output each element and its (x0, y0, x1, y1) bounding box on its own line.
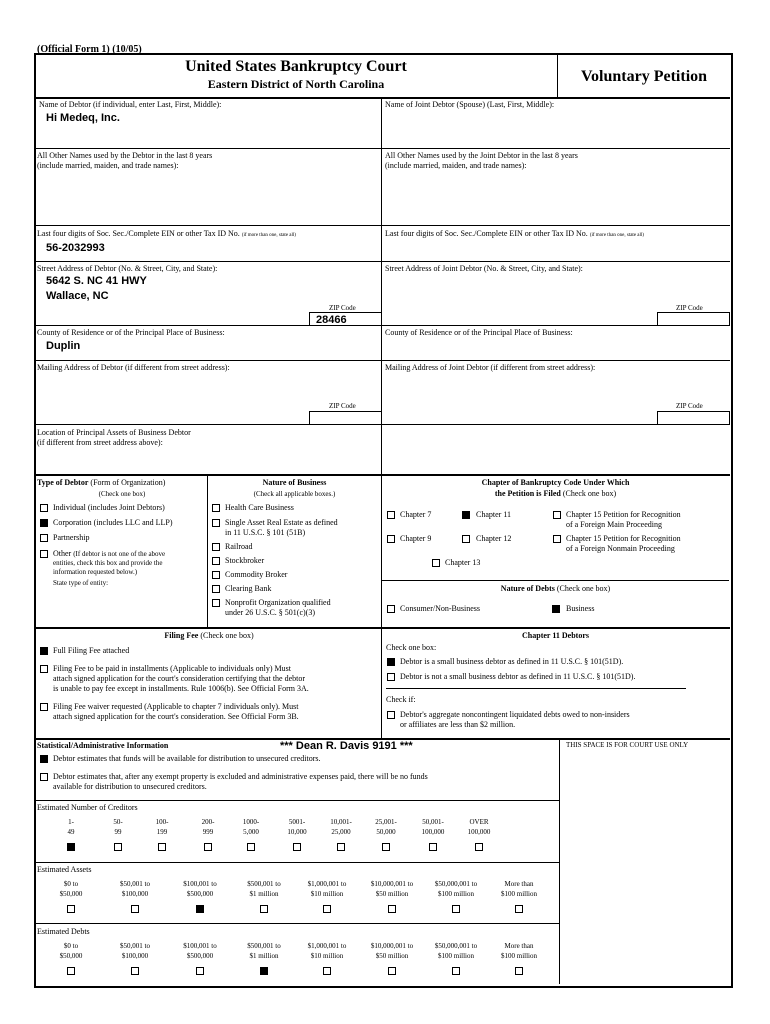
debts-checkbox[interactable] (515, 967, 523, 975)
partnership-checkbox[interactable] (40, 534, 48, 542)
chapter11-debtors-title: Chapter 11 Debtors (522, 631, 589, 640)
debts-title: Estimated Debts (37, 927, 90, 936)
assets-range-end: $10 million (310, 890, 344, 898)
assets-checkbox[interactable] (323, 905, 331, 913)
assets-range-start: $50,001 to (120, 880, 150, 888)
assets-range-end: $1 million (249, 890, 279, 898)
assets-range-start: $10,000,001 to (370, 880, 414, 888)
tax-value[interactable]: 56-2032993 (46, 242, 105, 254)
mailing-zip-label: ZIP Code (329, 402, 356, 410)
creditors-range-end: 5,000 (243, 828, 259, 836)
creditors-checkbox[interactable] (204, 843, 212, 851)
waiver-label-1: Filing Fee waiver requested (Applicable to chapter 7 individuals only). Must (53, 702, 299, 711)
joint-zip-label: ZIP Code (676, 304, 703, 312)
debts-checkbox[interactable] (388, 967, 396, 975)
tax-label: Last four digits of Soc. Sec./Complete EIN or other Tax ID No. (if more than one, state all) (37, 229, 296, 238)
individual-label: Individual (includes Joint Debtors) (53, 503, 165, 512)
commodity-label: Commodity Broker (225, 570, 288, 579)
health-care-checkbox[interactable] (212, 504, 220, 512)
partnership-label: Partnership (53, 533, 90, 542)
railroad-checkbox[interactable] (212, 543, 220, 551)
court-use-label: THIS SPACE IS FOR COURT USE ONLY (566, 741, 689, 749)
chapter7-label: Chapter 7 (400, 510, 432, 519)
joint-name-label: Name of Joint Debtor (Spouse) (Last, First, Middle): (385, 100, 555, 109)
small-business-checkbox[interactable] (387, 658, 395, 666)
creditors-checkbox[interactable] (293, 843, 301, 851)
creditors-range-end: 49 (67, 828, 75, 836)
other-checkbox[interactable] (40, 550, 48, 558)
joint-tax-label: Last four digits of Soc. Sec./Complete EIN or other Tax ID No. (if more than one, state all) (385, 229, 644, 238)
chapter15-nonmain-label-2: of a Foreign Nonmain Proceeding (566, 544, 675, 553)
other-names-label-2: (include married, maiden, and trade names): (37, 161, 179, 170)
individual-checkbox[interactable] (40, 504, 48, 512)
nonprofit-checkbox[interactable] (212, 599, 220, 607)
creditors-checkbox[interactable] (67, 843, 75, 851)
creditors-range-end: 100,000 (467, 828, 491, 836)
consumer-checkbox[interactable] (387, 605, 395, 613)
aggregate-label-1: Debtor's aggregate noncontingent liquidated debts owed to non-insiders (400, 710, 630, 719)
debts-checkbox[interactable] (260, 967, 268, 975)
creditors-checkbox[interactable] (158, 843, 166, 851)
chapter9-checkbox[interactable] (387, 535, 395, 543)
creditors-checkbox[interactable] (429, 843, 437, 851)
joint-zip-box (657, 312, 730, 326)
joint-mailing-zip-label: ZIP Code (676, 402, 703, 410)
location-label-1: Location of Principal Assets of Business Debtor (37, 428, 191, 437)
street-value-1[interactable]: 5642 S. NC 41 HWY (46, 275, 147, 287)
zip-value[interactable]: 28466 (316, 314, 347, 326)
county-value[interactable]: Duplin (46, 340, 81, 352)
other-note-3: information requested below.) (53, 568, 138, 576)
chapter-title-1: Chapter of Bankruptcy Code Under Which (481, 478, 630, 487)
creditors-range-start: 100- (155, 818, 169, 826)
not-small-business-checkbox[interactable] (387, 673, 395, 681)
creditors-range-end: 25,000 (331, 828, 351, 836)
nature-debts-title: Nature of Debts (Check one box) (500, 584, 611, 593)
debts-range-end: $100 million (501, 952, 537, 960)
zip-label: ZIP Code (329, 304, 356, 312)
aggregate-label-2: or affiliates are less than $2 million. (400, 720, 516, 729)
chapter13-checkbox[interactable] (432, 559, 440, 567)
creditors-checkbox[interactable] (337, 843, 345, 851)
stockbroker-checkbox[interactable] (212, 557, 220, 565)
joint-other-names-label-1: All Other Names used by the Joint Debtor in the last 8 years (385, 151, 578, 160)
nature-business-title: Nature of Business (262, 478, 327, 487)
assets-checkbox[interactable] (67, 905, 75, 913)
assets-range-end: $100,000 (121, 890, 149, 898)
assets-range-start: $1,000,001 to (307, 880, 347, 888)
joint-county-label: County of Residence or of the Principal Place of Business: (385, 328, 573, 337)
single-asset-label-2: in 11 U.S.C. § 101 (51B) (225, 528, 306, 537)
creditors-range-start: 200- (201, 818, 215, 826)
assets-range-end: $50,000 (59, 890, 83, 898)
county-label: County of Residence or of the Principal Place of Business: (37, 328, 225, 337)
clearing-label: Clearing Bank (225, 584, 272, 593)
installments-label-2: attach signed application for the court's consideration certifying that the debtor (53, 674, 306, 683)
assets-range-start: $50,000,001 to (434, 880, 478, 888)
chapter12-label: Chapter 12 (476, 534, 512, 543)
clearing-checkbox[interactable] (212, 585, 220, 593)
creditors-range-start: 50,001- (422, 818, 444, 826)
form-id: (Official Form 1) (10/05) (37, 44, 142, 55)
debts-range-start: $100,001 to (183, 942, 217, 950)
mailing-zip-box (309, 411, 382, 425)
creditors-range-start: 10,001- (330, 818, 352, 826)
state-type-label: State type of entity: (53, 579, 109, 587)
chapter12-checkbox[interactable] (462, 535, 470, 543)
debts-range-end: $50,000 (59, 952, 83, 960)
joint-street-label: Street Address of Joint Debtor (No. & Street, City, and State): (385, 264, 583, 273)
debts-range-start: $10,000,001 to (370, 942, 414, 950)
creditors-range-end: 99 (114, 828, 122, 836)
chapter15-main-label-2: of a Foreign Main Proceeding (566, 520, 662, 529)
chapter9-label: Chapter 9 (400, 534, 432, 543)
waiver-checkbox[interactable] (40, 703, 48, 711)
type-debtor-title: Type of Debtor (Form of Organization) (37, 478, 166, 487)
business-checkbox[interactable] (552, 605, 560, 613)
waiver-label-2: attach signed application for the court's consideration. See Official Form 3B. (53, 712, 299, 721)
creditors-range-end: 100,000 (421, 828, 445, 836)
debtor-name-label: Name of Debtor (if individual, enter Last, First, Middle): (39, 100, 222, 109)
assets-range-end: $100 million (501, 890, 537, 898)
debts-range-end: $100 million (438, 952, 474, 960)
creditors-range-start: OVER (469, 818, 489, 826)
consumer-label: Consumer/Non-Business (400, 604, 480, 613)
debts-checkbox[interactable] (196, 967, 204, 975)
creditors-range-end: 50,000 (376, 828, 396, 836)
debts-range-start: More than (504, 942, 534, 950)
statistical-title: Statistical/Administrative Information (37, 741, 169, 750)
district-title: Eastern District of North Carolina (207, 77, 385, 91)
debts-range-start: $0 to (63, 942, 79, 950)
check-one-label: Check one box: (386, 643, 437, 652)
assets-checkbox[interactable] (515, 905, 523, 913)
commodity-checkbox[interactable] (212, 571, 220, 579)
assets-checkbox[interactable] (131, 905, 139, 913)
assets-range-start: $500,001 to (247, 880, 281, 888)
chapter15-main-checkbox[interactable] (553, 511, 561, 519)
street-value-2[interactable]: Wallace, NC (46, 290, 109, 302)
single-asset-label-1: Single Asset Real Estate as defined (225, 518, 338, 527)
creditors-range-end: 10,000 (287, 828, 307, 836)
debts-checkbox[interactable] (323, 967, 331, 975)
check-if-label: Check if: (386, 695, 416, 704)
no-funds-label-1: Debtor estimates that, after any exempt property is excluded and administrative expenses paid, there will be no funds (53, 772, 428, 781)
railroad-label: Railroad (225, 542, 253, 551)
creditors-range-start: 1000- (242, 818, 260, 826)
debts-range-end: $500,000 (186, 952, 214, 960)
assets-checkbox[interactable] (388, 905, 396, 913)
corporation-label: Corporation (includes LLC and LLP) (53, 518, 173, 527)
chapter11-checkbox[interactable] (462, 511, 470, 519)
joint-other-names-label-2: (include married, maiden, and trade names): (385, 161, 527, 170)
mailing-label: Mailing Address of Debtor (if different from street address): (37, 363, 230, 372)
assets-checkbox[interactable] (260, 905, 268, 913)
assets-range-start: $0 to (63, 880, 79, 888)
creditors-range-start: 5001- (288, 818, 306, 826)
creditors-range-end: 199 (156, 828, 168, 836)
assets-range-start: More than (504, 880, 534, 888)
debts-range-end: $50 million (375, 952, 409, 960)
type-debtor-subtitle: (Check one box) (98, 490, 146, 498)
debts-range-start: $50,001 to (120, 942, 150, 950)
petition-title: Voluntary Petition (580, 68, 708, 85)
creditors-range-end: 999 (202, 828, 214, 836)
joint-mailing-zip-box (657, 411, 730, 425)
chapter15-main-label-1: Chapter 15 Petition for Recognition (566, 510, 681, 519)
full-fee-checkbox[interactable] (40, 647, 48, 655)
assets-range-end: $50 million (375, 890, 409, 898)
assets-range-start: $100,001 to (183, 880, 217, 888)
chapter15-nonmain-label-1: Chapter 15 Petition for Recognition (566, 534, 681, 543)
stockbroker-label: Stockbroker (225, 556, 265, 565)
creditors-checkbox[interactable] (475, 843, 483, 851)
aggregate-checkbox[interactable] (387, 711, 395, 719)
debts-range-end: $100,000 (121, 952, 149, 960)
funds-checkbox[interactable] (40, 755, 48, 763)
creditors-checkbox[interactable] (114, 843, 122, 851)
no-funds-checkbox[interactable] (40, 773, 48, 781)
debts-range-start: $500,001 to (247, 942, 281, 950)
assets-title: Estimated Assets (37, 865, 92, 874)
chapter13-label: Chapter 13 (445, 558, 481, 567)
attorney-note: *** Dean R. Davis 9191 *** (280, 740, 413, 752)
joint-mailing-label: Mailing Address of Joint Debtor (if different from street address): (385, 363, 596, 372)
assets-checkbox[interactable] (196, 905, 204, 913)
chapter11-label: Chapter 11 (476, 510, 512, 519)
debts-checkbox[interactable] (67, 967, 75, 975)
funds-label: Debtor estimates that funds will be available for distribution to unsecured creditors. (53, 754, 321, 763)
debts-range-end: $10 million (310, 952, 344, 960)
health-care-label: Health Care Business (225, 503, 294, 512)
creditors-checkbox[interactable] (382, 843, 390, 851)
installments-checkbox[interactable] (40, 665, 48, 673)
no-funds-label-2: available for distribution to unsecured creditors. (53, 782, 207, 791)
debts-checkbox[interactable] (452, 967, 460, 975)
assets-range-end: $100 million (438, 890, 474, 898)
chapter-title-2: the Petition is Filed (Check one box) (494, 489, 617, 498)
debts-range-start: $50,000,001 to (434, 942, 478, 950)
assets-range-end: $500,000 (186, 890, 214, 898)
installments-label-1: Filing Fee to be paid in installments (Applicable to individuals only) Must (53, 664, 291, 673)
creditors-range-start: 25,001- (375, 818, 397, 826)
not-small-business-label: Debtor is not a small business debtor as defined in 11 U.S.C. § 101(51D). (400, 672, 636, 681)
debtor-name-value[interactable]: Hi Medeq, Inc. (46, 112, 120, 124)
other-names-label-1: All Other Names used by the Debtor in the last 8 years (37, 151, 213, 160)
chapter15-nonmain-checkbox[interactable] (553, 535, 561, 543)
debts-range-end: $1 million (249, 952, 279, 960)
creditors-range-start: 50- (113, 818, 123, 826)
filing-fee-title: Filing Fee (Check one box) (164, 631, 254, 640)
location-label-2: (if different from street address above): (37, 438, 163, 447)
single-asset-checkbox[interactable] (212, 519, 220, 527)
business-label: Business (566, 604, 595, 613)
chapter7-checkbox[interactable] (387, 511, 395, 519)
street-label: Street Address of Debtor (No. & Street, City, and State): (37, 264, 218, 273)
debts-range-start: $1,000,001 to (307, 942, 347, 950)
creditors-range-start: 1- (68, 818, 74, 826)
other-label: Other (If debtor is not one of the above (53, 549, 166, 558)
nonprofit-label-1: Nonprofit Organization qualified (225, 598, 331, 607)
other-note-2: entities, check this box and provide the (53, 559, 163, 567)
small-business-label: Debtor is a small business debtor as defined in 11 U.S.C. § 101(51D). (400, 657, 624, 666)
assets-checkbox[interactable] (452, 905, 460, 913)
nature-business-subtitle: (Check all applicable boxes.) (253, 490, 336, 498)
debts-checkbox[interactable] (131, 967, 139, 975)
installments-label-3: is unable to pay fee except in installments. Rule 1006(b). See Official Form 3A. (53, 684, 309, 693)
corporation-checkbox[interactable] (40, 519, 48, 527)
full-fee-label: Full Filing Fee attached (53, 646, 130, 655)
court-title: United States Bankruptcy Court (185, 58, 407, 75)
nonprofit-label-2: under 26 U.S.C. § 501(c)(3) (225, 608, 315, 617)
creditors-checkbox[interactable] (247, 843, 255, 851)
creditors-title: Estimated Number of Creditors (37, 803, 138, 812)
